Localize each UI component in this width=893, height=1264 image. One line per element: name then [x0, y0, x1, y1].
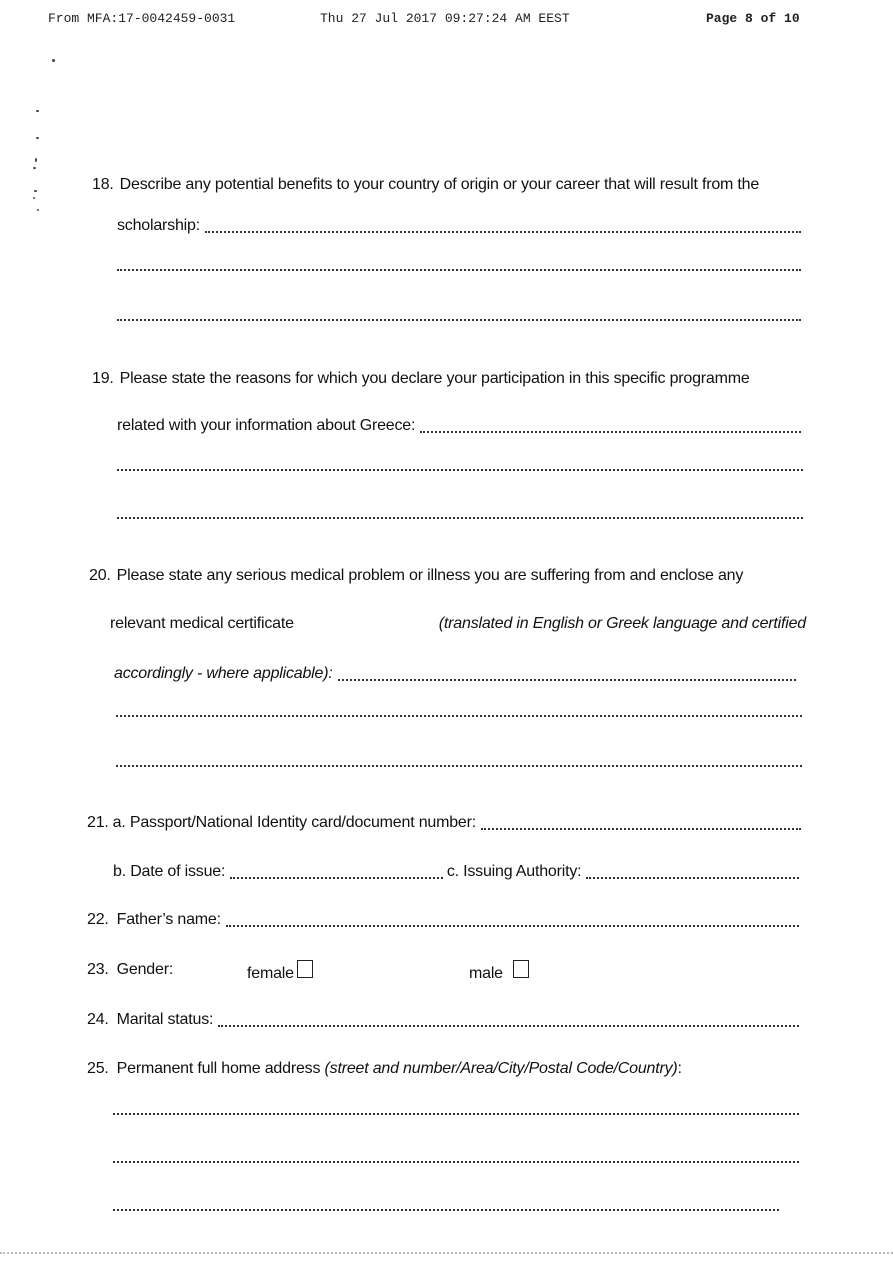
fathers-name-field[interactable]: [226, 922, 799, 927]
q18-answer-line-3[interactable]: [117, 316, 801, 324]
q24-number: 24.: [87, 1011, 109, 1028]
q19-answer-field[interactable]: [420, 428, 801, 433]
q25-number: 25.: [87, 1060, 109, 1077]
q19-line-1: [92, 369, 808, 389]
q25-label: [87, 1059, 682, 1079]
q20-number: 20.: [89, 567, 111, 584]
q18-answer-line-1[interactable]: [117, 216, 801, 236]
gender-female-checkbox[interactable]: [297, 960, 313, 978]
q20-question: [89, 566, 743, 586]
gender-female-option[interactable]: [247, 960, 313, 984]
q22-line[interactable]: [87, 910, 799, 930]
q21a-text: a. Passport/National Identity card/document number:: [112, 814, 476, 831]
home-address-field[interactable]: [113, 1158, 799, 1163]
q21-number: 21.: [87, 814, 109, 831]
q23-label: [87, 960, 173, 980]
scan-speck: [33, 167, 36, 169]
q20-text: Please state any serious medical problem or illness you are suffering from and enclose any: [116, 567, 744, 584]
q21c-label: c. Issuing Authority:: [446, 863, 582, 880]
gender-male-checkbox[interactable]: [513, 960, 529, 978]
passport-number-field[interactable]: [481, 825, 801, 830]
q18-answer-field[interactable]: [205, 228, 801, 233]
q18-text-cont: scholarship:: [117, 217, 200, 234]
scan-speck: [35, 158, 37, 162]
q18-line-1: [92, 175, 808, 195]
q20-text-cont: relevant medical certificate: [110, 615, 294, 632]
q19-question: [92, 369, 750, 389]
scan-speck: [36, 110, 39, 112]
q18-answer-field[interactable]: [117, 266, 801, 271]
q24-label: [87, 1010, 213, 1030]
scan-speck: [36, 137, 39, 139]
q25-colon: :: [677, 1060, 682, 1077]
q22-number: 22.: [87, 911, 109, 928]
q19-answer-line-3[interactable]: [117, 514, 803, 522]
q18-text: Describe any potential benefits to your country of origin or your career that will result from the: [119, 176, 760, 193]
q22-text: Father’s name:: [116, 911, 221, 928]
q20-answer-field[interactable]: [338, 676, 796, 681]
q21b-label: b. Date of issue:: [113, 863, 226, 880]
q20-note-cont: accordingly - where applicable):: [114, 665, 333, 682]
q19-text: Please state the reasons for which you declare your participation in this specific programme: [119, 370, 750, 387]
q19-answer-field[interactable]: [117, 514, 803, 519]
q20-answer-line-1[interactable]: [114, 664, 796, 684]
q19-text-cont: related with your information about Greece:: [117, 417, 416, 434]
q24-line[interactable]: [87, 1010, 799, 1030]
q21bc-line[interactable]: [113, 862, 799, 882]
scan-speck: [52, 59, 55, 62]
q18-number: 18.: [92, 176, 114, 193]
q25-answer-line-3[interactable]: [113, 1206, 779, 1214]
scan-speck: [34, 190, 37, 192]
q19-number: 19.: [92, 370, 114, 387]
q18-question: [92, 175, 759, 195]
q20-note: (translated in English or Greek language and certified: [438, 615, 806, 632]
q20-line-2: [110, 614, 806, 634]
date-of-issue-field[interactable]: [230, 874, 443, 879]
scan-speck: [33, 197, 35, 199]
gender-female-label: female: [247, 965, 294, 982]
fax-timestamp: Thu 27 Jul 2017 09:27:24 AM EEST: [320, 11, 570, 26]
q18-answer-field[interactable]: [117, 316, 801, 321]
q25-answer-line-2[interactable]: [113, 1158, 799, 1166]
q19-answer-line-2[interactable]: [117, 466, 803, 474]
q19-answer-field[interactable]: [117, 466, 803, 471]
gender-male-option[interactable]: [469, 960, 529, 984]
marital-status-field[interactable]: [218, 1022, 799, 1027]
q22-label: [87, 910, 221, 930]
home-address-field[interactable]: [113, 1110, 799, 1115]
home-address-field[interactable]: [113, 1206, 779, 1211]
q18-answer-line-2[interactable]: [117, 266, 801, 274]
q25-line: [87, 1059, 799, 1079]
q21a-line[interactable]: [87, 813, 801, 833]
q25-text: Permanent full home address: [116, 1060, 321, 1077]
q24-text: Marital status:: [116, 1011, 214, 1028]
q23-number: 23.: [87, 961, 109, 978]
fax-page-number: Page 8 of 10: [706, 11, 800, 26]
fax-sender-id: From MFA:17-0042459-0031: [48, 11, 236, 26]
q20-answer-line-3[interactable]: [116, 762, 802, 770]
q25-note: (street and number/Area/City/Postal Code/Country): [324, 1060, 678, 1077]
q21a-label: [87, 813, 476, 833]
scan-artifact-line: [0, 1250, 893, 1254]
q19-answer-line-1[interactable]: [117, 416, 801, 436]
gender-male-label: male: [469, 965, 503, 982]
q20-line-1: [89, 566, 805, 586]
q20-answer-line-2[interactable]: [116, 712, 802, 720]
q20-answer-field[interactable]: [116, 712, 802, 717]
q20-answer-field[interactable]: [116, 762, 802, 767]
q23-text: Gender:: [116, 961, 174, 978]
scan-speck: [37, 209, 39, 211]
issuing-authority-field[interactable]: [586, 874, 799, 879]
q25-answer-line-1[interactable]: [113, 1110, 799, 1118]
